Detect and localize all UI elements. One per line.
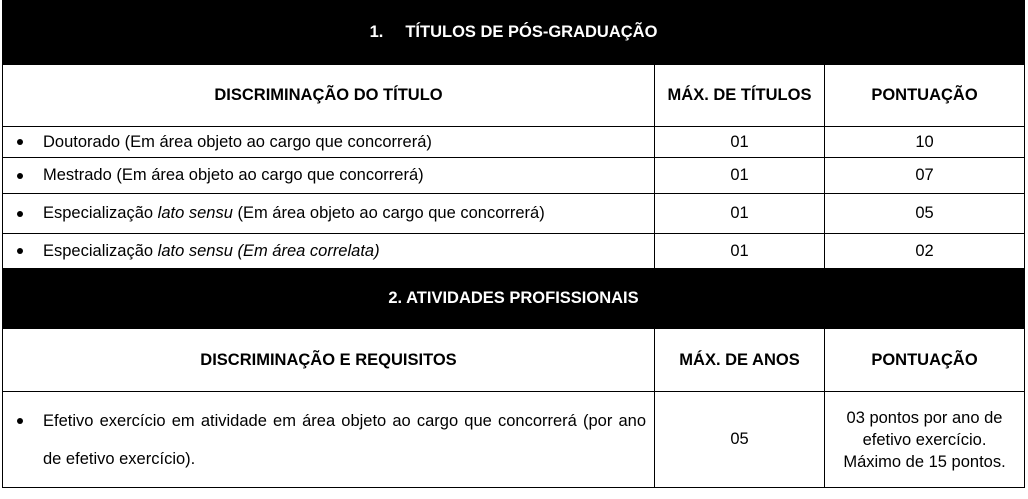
section-2-band [3,269,1025,329]
title-description [3,127,655,158]
description-text-suffix: (Em área objeto ao cargo que concorrerá) [232,204,545,222]
section-1-header-row [3,65,1025,127]
score-rule-line: 03 pontos por ano de [846,408,1003,427]
bullet-icon [17,139,23,145]
header-discriminacao-requisitos: DISCRIMINAÇÃO E REQUISITOS [3,329,655,392]
table-row [3,392,1025,488]
score-rule-line: efetivo exercício. [862,430,987,449]
requirement-text: Efetivo exercício em atividade em área objeto ao cargo que concorrerá (por ano de efetivo exercício). [43,411,646,468]
description-italic: lato sensu [157,204,233,222]
score-rule-line: Máximo de 15 pontos. [843,452,1006,471]
bullet-icon [17,173,23,179]
section-1-title: TÍTULOS DE PÓS-GRADUAÇÃO [405,23,658,41]
header-max-titulos: MÁX. DE TÍTULOS [655,65,825,127]
requirement-description [3,392,655,488]
bullet-icon [17,248,23,254]
section-1-band [3,1,1025,65]
description-text: Mestrado (Em área objeto ao cargo que concorrerá) [43,166,424,184]
score-value: 10 [825,127,1025,158]
max-years-value: 05 [655,392,825,488]
header-max-anos: MÁX. DE ANOS [655,329,825,392]
score-value: 02 [825,234,1025,269]
score-value: 05 [825,194,1025,234]
max-value: 01 [655,194,825,234]
max-value: 01 [655,127,825,158]
section-1-number: 1. [369,23,384,41]
section-2-header-row [3,329,1025,392]
table-row [3,158,1025,194]
table-row [3,234,1025,269]
table-row [3,194,1025,234]
table-row [3,127,1025,158]
title-description [3,234,655,269]
title-description [3,158,655,194]
description-text: Especialização [43,241,158,260]
scoring-table [2,0,1025,488]
header-pontuacao-1: PONTUAÇÃO [825,65,1025,127]
description-italic: lato sensu (Em área correlata) [157,241,380,260]
max-value: 01 [655,234,825,269]
description-text: Doutorado (Em área objeto ao cargo que concorrerá) [43,132,432,151]
score-value: 07 [825,158,1025,194]
score-rule [825,392,1025,488]
max-value: 01 [655,158,825,194]
title-description [3,194,655,234]
header-discriminacao-titulo: DISCRIMINAÇÃO DO TÍTULO [3,65,655,127]
section-1-title-cell [3,1,1025,65]
header-pontuacao-2: PONTUAÇÃO [825,329,1025,392]
section-2-title: 2. ATIVIDADES PROFISSIONAIS [3,269,1025,329]
description-text: Especialização [43,204,158,222]
bullet-icon [17,211,23,217]
bullet-icon [17,418,23,424]
